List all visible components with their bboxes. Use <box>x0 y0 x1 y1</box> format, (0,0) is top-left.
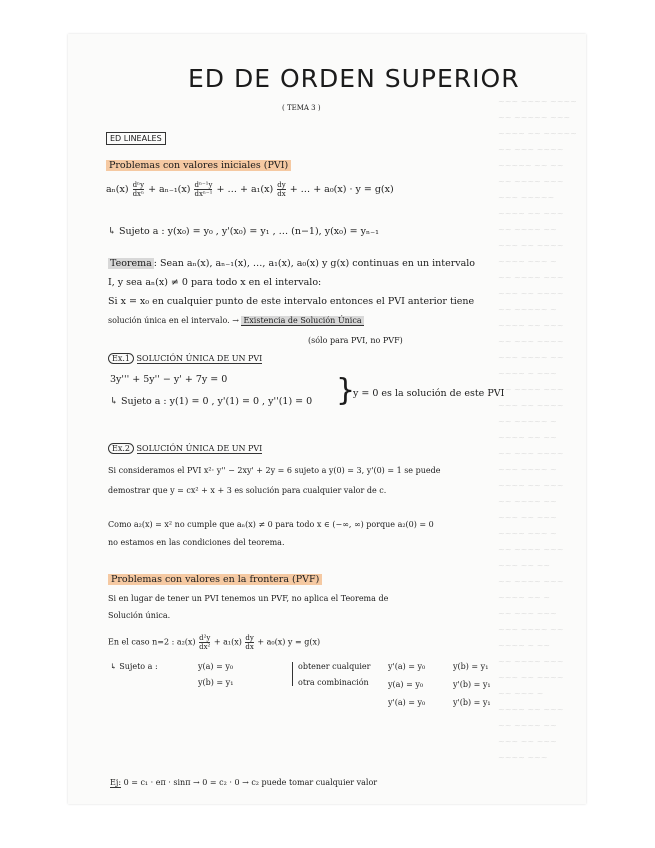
teorema-line-3: Si x = x₀ en cualquier punto de este intervalo entonces el PVI anterior tiene <box>108 296 475 307</box>
eq-frac-1 <box>133 181 144 198</box>
ex1-brace: } <box>336 373 356 408</box>
bleed-through-text: ~~~ ~~~~ ~~~~ ~~ ~~~~~ ~~~ ~~~~ ~~ ~~~~~ ~~ ~~~ ~~~~ ~~~~~ ~~ ~~ ~~ ~~~~ ~~~ ~~~ ~~~~~ ~~~~ ~~ ~~~ ~~ ~~~~ ~~ ~~~ ~~ ~~~~ ~~~~ ~~~ ~ ~~ ~~~~ ~~~ ~~~ ~~ ~~~~ ~~ ~~~~~ ~ ~~~~ ~~ ~~~ ~~ ~~~ ~~~~ ~~~ ~~~~ ~~ ~~~~ ~ ~~~ ~~ ~~~~ ~~~ ~~~ ~~ ~~~~ ~~ ~~~~~ ~ ~~~~ ~~ ~~ ~~ ~~~ ~~~~ ~~~ ~~~~ ~ ~~~~ ~~ ~~~ ~~ ~~~~ ~~ ~~~ ~~ ~~~ ~~~~ ~~~ ~ ~~ ~~~~ ~~~ ~~~ ~~ ~~ ~~ ~~~~ ~~~ ~~~~ ~~ ~ ~~ ~~~ ~~~ ~~~ ~~~~ ~~ ~~~~ ~ ~~ ~~ ~~~~ ~~~ ~~~ ~~ ~~~~ ~~ ~~~ ~ ~~~~ ~~ ~~~ ~~ ~~~~ ~~ ~~~ ~~ ~~~ ~~~~ ~~~ <box>498 97 577 762</box>
teorema-line-2: I, y sea aₙ(x) ≠ 0 para todo x en el intervalo: <box>108 277 322 288</box>
pvf-comb-3b: y'(b) = y₁ <box>453 698 491 707</box>
example-line <box>110 778 377 787</box>
pvi-subject: ↳ Sujeto a : y(x₀) = y₀ , y'(x₀) = y₁ , … (n−1), y(x₀) = yₙ₋₁ <box>108 226 379 237</box>
pvf-frac-1-den: dx² <box>199 643 211 651</box>
ex2-line-1: Si consideramos el PVI x²· y'' − 2xy' + 2y = 6 sujeto a y(0) = 3, y'(0) = 1 se puede <box>108 466 441 475</box>
example-label: Ej: <box>110 778 122 787</box>
ex2-line-2: demostrar que y = cx² + x + 3 es solución para cualquier valor de c. <box>108 486 387 495</box>
pvf-subject-2: y(b) = y₁ <box>198 678 234 687</box>
pvf-comb-2b: y'(b) = y₁ <box>453 680 491 689</box>
eq-frac-2-num: dⁿ⁻¹y <box>194 181 213 189</box>
pvf-divider <box>292 662 293 686</box>
eq-lhs: aₙ(x) <box>106 184 129 195</box>
eq-frac-3-den: dx <box>277 190 286 198</box>
pvf-subject-label: ↳ Sujeto a : <box>110 662 158 671</box>
ex1-label: Ex.1 <box>108 353 134 364</box>
ex2-line-4: no estamos en las condiciones del teorema. <box>108 538 285 547</box>
pvf-comb-2a: y(a) = y₀ <box>388 680 424 689</box>
ex1-title: SOLUCIÓN ÚNICA DE UN PVI <box>136 354 263 363</box>
teorema-line-4-text: solución única en el intervalo. → <box>108 316 239 325</box>
eq-frac-1-num: dⁿy <box>132 181 145 189</box>
pvi-heading <box>106 160 291 171</box>
pvi-heading-text: Problemas con valores iniciales (PVI) <box>106 160 291 171</box>
pvf-frac-1 <box>199 634 210 651</box>
pvf-case <box>108 634 320 651</box>
pvf-line-2: Solución única. <box>108 611 171 620</box>
ex2-line-3: Como a₂(x) = x² no cumple que aₙ(x) ≠ 0 para todo x ∈ (−∞, ∞) porque a₂(0) = 0 <box>108 520 434 529</box>
pvf-frac-2-den: dx <box>245 643 254 651</box>
ex1-equation: 3y''' + 5y'' − y' + 7y = 0 <box>110 374 228 385</box>
pvf-frac-2-num: dy <box>245 634 254 642</box>
eq-frac-3 <box>277 181 285 198</box>
page-subtitle: ( TEMA 3 ) <box>282 104 321 112</box>
eq-mid-2: + … + a₁(x) <box>216 184 274 195</box>
pvf-other-2: otra combinación <box>298 678 369 687</box>
pvf-line-1: Si en lugar de tener un PVI tenemos un PVF, no aplica el Teorema de <box>108 594 389 603</box>
pvf-frac-2 <box>245 634 253 651</box>
eq-end: + … + a₀(x) · y = g(x) <box>289 184 394 195</box>
ex2-title: SOLUCIÓN ÚNICA DE UN PVI <box>136 444 263 453</box>
pvf-comb-1a: y'(a) = y₀ <box>388 662 426 671</box>
ex1-result: y = 0 es la solución de este PVI <box>353 388 505 399</box>
page-title: ED DE ORDEN SUPERIOR <box>188 64 520 93</box>
ex2-heading <box>108 444 262 453</box>
eq-frac-2 <box>194 181 212 198</box>
eq-frac-2-den: dxⁿ⁻¹ <box>194 190 213 198</box>
ex1-heading <box>108 354 262 363</box>
pvf-case-b: + a₁(x) <box>213 637 242 647</box>
teorema-line-4 <box>108 316 364 325</box>
eq-frac-1-den: dxⁿ <box>132 190 145 198</box>
eq-frac-3-num: dy <box>277 181 286 189</box>
pvf-comb-1b: y(b) = y₁ <box>453 662 489 671</box>
eq-mid-1: + aₙ₋₁(x) <box>148 184 191 195</box>
pvf-comb-3a: y'(a) = y₀ <box>388 698 426 707</box>
teorema-note: (sólo para PVI, no PVF) <box>308 336 403 345</box>
pvf-heading <box>108 574 322 585</box>
example-text: 0 = c₁ · eᴨ · sinπ → 0 = c₂ · 0 → c₂ puede tomar cualquier valor <box>123 778 378 787</box>
pvi-equation <box>106 181 394 198</box>
pvf-case-a: En el caso n=2 : a₂(x) <box>108 637 196 647</box>
pvf-subject-1: y(a) = y₀ <box>198 662 234 671</box>
teorema-line-1-text: : Sean aₙ(x), aₙ₋₁(x), …, a₁(x), a₀(x) y g(x) continuas en un intervalo <box>153 258 476 269</box>
pvf-heading-text: Problemas con valores en la frontera (PVF) <box>108 574 322 585</box>
pvf-other-1: obtener cualquier <box>298 662 371 671</box>
section-box: ED LINEALES <box>106 132 166 145</box>
teorema-line-1 <box>108 258 475 269</box>
notebook-page <box>68 34 586 804</box>
existencia-label: Existencia de Solución Única <box>243 316 362 325</box>
pvf-case-c: + a₀(x) y = g(x) <box>257 637 321 647</box>
teorema-label: Teorema <box>110 258 152 269</box>
ex2-label: Ex.2 <box>108 443 134 454</box>
ex1-subject: ↳ Sujeto a : y(1) = 0 , y'(1) = 0 , y''(1) = 0 <box>110 396 313 407</box>
pvf-frac-1-num: d²y <box>199 634 211 642</box>
